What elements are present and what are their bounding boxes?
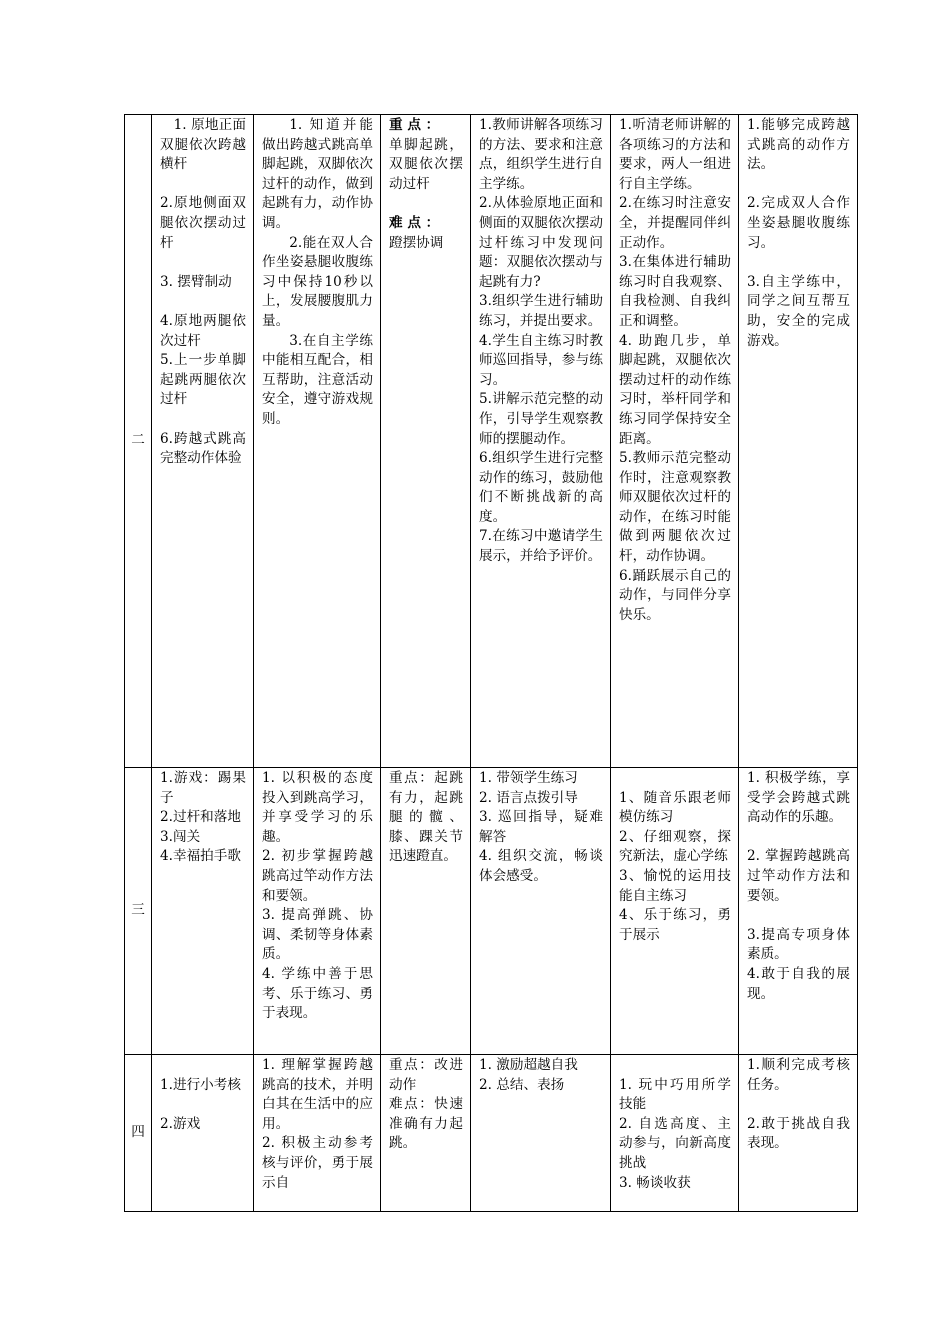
goal-item: 2.能在双人合作坐姿悬腿收腹练习中保持10秒以上，发展腰腹肌力量。 [262,234,373,329]
expected-effect-cell [739,768,858,1055]
table-row [125,1055,858,1212]
student-activity-cell [611,768,739,1055]
key-difficulty-cell [381,115,471,768]
effect-item: 3.提高专项身体素质。 [747,926,850,963]
learning-goals-cell [254,768,381,1055]
student-item: 4. 助跑几步，单脚起跳，双腿依次摆动过杆的动作练习时，举杆同学和练习同学保持安全距离。 [619,332,731,447]
teacher-item: 3.组织学生进行辅助练习，并提出要求。 [479,293,603,329]
effect-item: 1.能够完成跨越式跳高的动作方法。 [747,117,850,173]
goal-item: 1. 以积极的态度投入到跳高学习，并享受学习的乐趣。 [262,770,373,845]
table-row [125,768,858,1055]
content-item: 1.游戏：踢果子 [160,770,246,806]
teacher-item: 2.从体验原地正面和侧面的双腿依次摆动过杆练习中发现问题：双腿依次摆动与起跳有力? [479,195,603,290]
teacher-item: 1.教师讲解各项练习的方法、要求和注意点，组织学生进行自主学练。 [479,117,603,192]
section-number: 二 [125,115,152,768]
goal-item: 2. 初步掌握跨越跳高过竿动作方法和要领。 [262,848,373,904]
teacher-activity-cell [471,1055,611,1212]
content-item: 2.游戏 [160,1115,201,1132]
student-item: 2、仔细观察，探究新法，虚心学练 [619,828,731,865]
section-number: 三 [125,768,152,1055]
goal-item: 1. 知道并能做出跨越式跳高单脚起跳，双脚依次过杆的动作，做到起跳有力，动作协调。 [262,117,373,231]
key-point-text: 重点：改进动作 [389,1057,463,1093]
content-item: 3.闯关 [160,828,201,845]
key-difficulty-cell [381,768,471,1055]
learning-goals-cell [254,1055,381,1212]
goal-item: 1. 理解掌握跨越跳高的技术，并明白其在生活中的应用。 [262,1057,373,1132]
effect-item: 3.自主学练中，同学之间互帮互助，安全的完成游戏。 [747,273,850,349]
student-item: 4、乐于练习，勇于展示 [619,907,731,943]
student-item: 2.在练习时注意安全，并提醒同伴纠正动作。 [619,195,731,251]
goal-item: 3. 提高弹跳、协调、柔韧等身体素质。 [262,907,373,963]
content-item: 3. 摆臂制动 [160,273,232,290]
teacher-item: 2. 语言点拨引导 [479,789,578,806]
key-point-text: 单脚起跳，双腿依次摆动过杆 [389,136,463,192]
teacher-item: 2. 总结、表扬 [479,1076,565,1093]
expected-effect-cell [739,1055,858,1212]
learning-goals-cell [254,115,381,768]
content-item: 5.上一步单脚起跳两腿依次过杆 [160,352,246,408]
student-activity-cell [611,115,739,768]
key-point-label: 重 点 ： [389,117,440,133]
student-item: 5.教师示范完整动作时，注意观察教师双腿依次过杆的动作，在练习时能做到两腿依次过杆，动作协调。 [619,450,731,565]
content-item: 1. 原地正面双腿依次跨越横杆 [160,117,246,173]
student-item: 3.在集体进行辅助练习时自我观察、自我检测、自我纠正和调整。 [619,254,731,329]
goal-item: 4. 学练中善于思考、乐于练习、勇于表现。 [262,965,373,1022]
student-activity-cell [611,1055,739,1212]
teacher-item: 7.在练习中邀请学生展示，并给予评价。 [479,528,603,565]
effect-item: 1. 积极学练，享受学会跨越式跳高动作的乐趣。 [747,770,850,826]
effect-item: 2. 掌握跨越跳高过竿动作方法和要领。 [747,848,850,904]
content-item: 4.原地两腿依次过杆 [160,312,246,349]
difficulty-text: 难点：快速准确有力起跳。 [389,1096,463,1152]
content-item: 6.跨越式跳高完整动作体验 [160,430,246,467]
teacher-item: 6.组织学生进行完整动作的练习，鼓励他们不断挑战新的高度。 [479,450,603,525]
effect-item: 4.敢于自我的展现。 [747,965,850,1002]
teacher-item: 1. 激励超越自我 [479,1057,578,1073]
expected-effect-cell [739,115,858,768]
goal-item: 3.在自主学练中能相互配合，相互帮助，注意活动安全，遵守游戏规则。 [262,332,373,427]
student-item: 1、随音乐跟老师模仿练习 [619,789,731,826]
key-point-text: 重点：起跳有力，起跳腿的髋、膝、踝关节迅速蹬直。 [389,770,463,865]
difficulty-label: 难 点 ： [389,214,440,231]
difficulty-text: 蹬摆协调 [389,234,444,251]
teacher-activity-cell [471,115,611,768]
effect-item: 2.完成双人合作坐姿悬腿收腹练习。 [747,195,850,251]
student-item: 6.踊跃展示自己的动作，与同伴分享快乐。 [619,567,731,623]
teaching-content-cell [152,768,254,1055]
content-item: 2.原地侧面双腿依次摆动过杆 [160,195,246,251]
content-item: 4.幸福拍手歌 [160,848,241,865]
teacher-item: 5.讲解示范完整的动作，引导学生观察教师的摆腿动作。 [479,391,603,447]
teacher-activity-cell [471,768,611,1055]
student-item: 1.听清老师讲解的各项练习的方法和要求，两人一组进行自主学练。 [619,117,731,192]
teacher-item: 1. 带领学生练习 [479,770,578,786]
teacher-item: 4. 组织交流，畅谈体会感受。 [479,848,603,884]
key-difficulty-cell [381,1055,471,1212]
student-item: 1. 玩中巧用所学技能 [619,1076,731,1113]
effect-item: 2.敢于挑战自我表现。 [747,1115,850,1152]
content-item: 2.过杆和落地 [160,809,241,826]
student-item: 2. 自选高度、主动参与，向新高度挑战 [619,1115,731,1171]
effect-item: 1.顺利完成考核任务。 [747,1057,850,1093]
goal-item: 2. 积极主动参考核与评价，勇于展示自 [262,1135,373,1191]
section-number: 四 [125,1055,152,1212]
teaching-content-cell [152,115,254,768]
lesson-plan-table [124,114,858,1212]
teacher-item: 4.学生自主练习时教师巡回指导，参与练习。 [479,332,603,388]
student-item: 3. 畅谈收获 [619,1174,691,1191]
content-item: 1.进行小考核 [160,1076,241,1093]
teacher-item: 3. 巡回指导，疑难解答 [479,809,603,845]
teaching-content-cell [152,1055,254,1212]
table-row [125,115,858,768]
student-item: 3、愉悦的运用技能自主练习 [619,867,731,904]
